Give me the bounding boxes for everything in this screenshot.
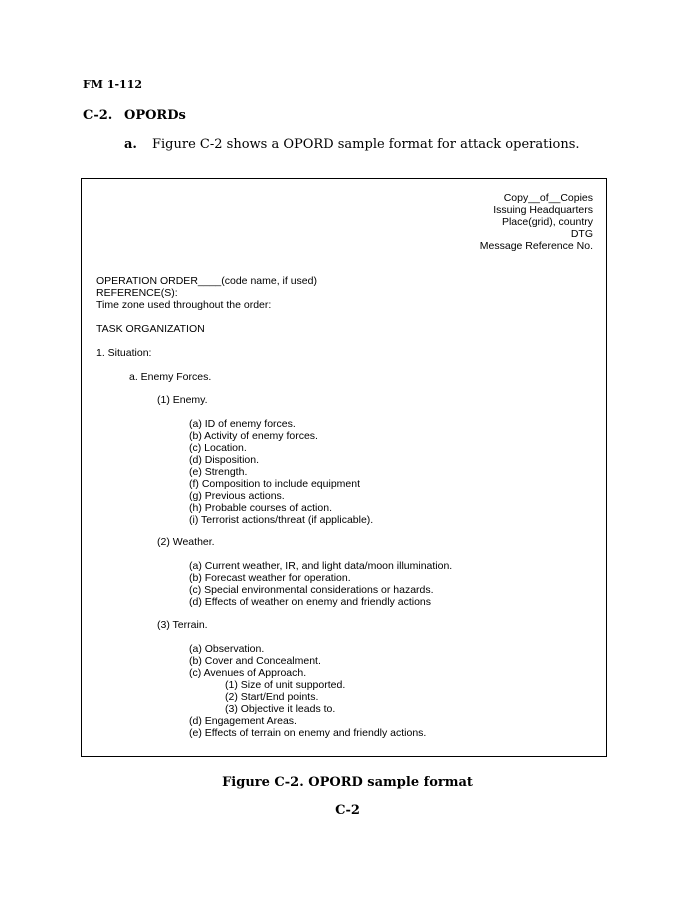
message-ref-line: Message Reference No. (479, 240, 593, 252)
document-code: FM 1-112 (83, 78, 142, 91)
enemy-item: (a) ID of enemy forces. (189, 418, 296, 430)
weather-heading: (2) Weather. (157, 536, 215, 548)
figure-caption: Figure C-2. OPORD sample format (222, 775, 473, 790)
weather-item: (d) Effects of weather on enemy and friendly actions (189, 596, 432, 608)
place-line: Place(grid), country (501, 216, 593, 228)
terrain-item: (b) Cover and Concealment. (189, 655, 321, 667)
time-zone-line: Time zone used throughout the order: (96, 299, 272, 311)
enemy-item: (e) Strength. (189, 466, 248, 478)
opord-sample-form (81, 178, 607, 757)
enemy-item: (g) Previous actions. (189, 490, 285, 502)
terrain-heading: (3) Terrain. (157, 619, 208, 631)
section-title: OPORDs (124, 108, 186, 123)
terrain-item: (c) Avenues of Approach. (189, 667, 307, 679)
weather-item: (b) Forecast weather for operation. (189, 572, 351, 584)
paragraph-letter: a. (124, 137, 137, 152)
terrain-item: (d) Engagement Areas. (189, 715, 297, 727)
paragraph-text: Figure C-2 shows a OPORD sample format for attack operations. (152, 137, 580, 152)
page-number: C-2 (335, 803, 360, 818)
enemy-item: (c) Location. (189, 442, 247, 454)
weather-item: (a) Current weather, IR, and light data/moon illumination. (189, 560, 453, 572)
terrain-item: (e) Effects of terrain on enemy and friendly actions. (189, 727, 427, 739)
terrain-sub-item: (1) Size of unit supported. (225, 679, 346, 691)
enemy-item: (h) Probable courses of action. (189, 502, 332, 514)
enemy-forces-heading: a. Enemy Forces. (129, 371, 212, 383)
enemy-item: (i) Terrorist actions/threat (if applicable). (189, 514, 374, 526)
dtg-line: DTG (570, 228, 593, 240)
operation-order-line: OPERATION ORDER____(code name, if used) (96, 275, 317, 287)
section-number: C-2. (83, 108, 113, 123)
situation-heading: 1. Situation: (96, 347, 152, 359)
copy-line: Copy__of__Copies (503, 192, 593, 204)
terrain-sub-item: (2) Start/End points. (225, 691, 319, 703)
task-organization-heading: TASK ORGANIZATION (96, 323, 205, 335)
references-line: REFERENCE(S): (96, 287, 178, 299)
enemy-item: (d) Disposition. (189, 454, 260, 466)
issuing-hq-line: Issuing Headquarters (493, 204, 593, 216)
enemy-item: (f) Composition to include equipment (189, 478, 361, 490)
terrain-sub-item: (3) Objective it leads to. (225, 703, 336, 715)
terrain-item: (a) Observation. (189, 643, 265, 655)
weather-item: (c) Special environmental considerations or hazards. (189, 584, 434, 596)
enemy-heading: (1) Enemy. (157, 394, 208, 406)
enemy-item: (b) Activity of enemy forces. (189, 430, 318, 442)
